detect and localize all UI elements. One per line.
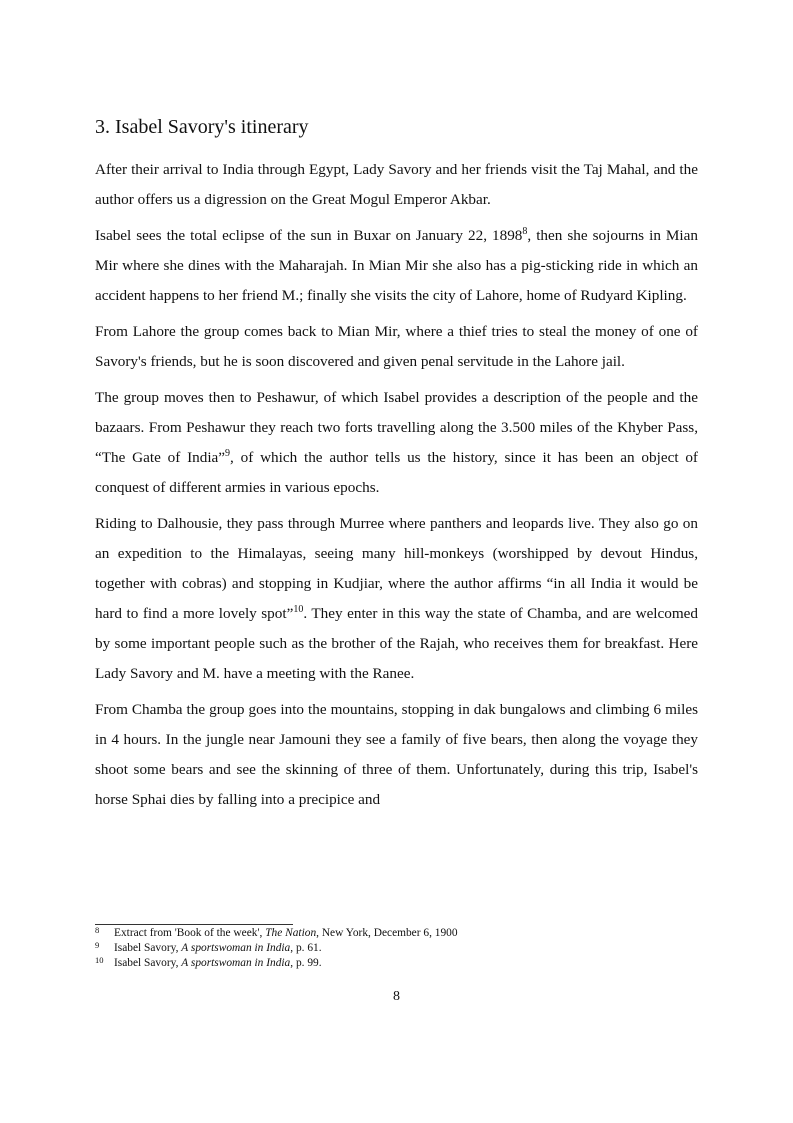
paragraph-text: Isabel sees the total eclipse of the sun in Buxar on January 22, 1898 xyxy=(95,227,523,244)
footnote-10: 10 Isabel Savory, A sportswoman in India, p. 99. xyxy=(95,954,322,969)
footnotes xyxy=(95,926,698,970)
paragraph-chamba: From Chamba the group goes into the mountains, stopping in dak bungalows and climbing 6 miles in 4 hours. In the jungle near Jamouni they see a family of five bears, then along the voyage they shoot some bears and see the skinning of three of them. Unfortunately, during this trip, Isabel's horse Sphai dies by falling into a precipice and xyxy=(95,701,698,808)
paragraph-lahore: From Lahore the group comes back to Mian Mir, where a thief tries to steal the money of one of Savory's friends, but he is soon discovered and given penal servitude in the Lahore jail. xyxy=(95,323,698,370)
section-heading: 3. Isabel Savory's itinerary xyxy=(95,116,309,138)
paragraph-arrival: After their arrival to India through Egypt, Lady Savory and her friends visit the Taj Mahal, and the author offers us a digression on the Great Mogul Emperor Akbar. xyxy=(95,161,698,208)
paragraph-text: The group moves then to Peshawur, of which Isabel provides a description of the people and the bazaars. From Peshawur they reach two forts travelling along the 3.500 miles of the Khyber Pass, “The Gate of India” xyxy=(95,389,698,466)
footnote-text: , p. 99. xyxy=(290,956,322,969)
footnote-text: , p. 61. xyxy=(290,941,322,954)
footnote-9: 9 Isabel Savory, A sportswoman in India, p. 61. xyxy=(95,939,322,954)
footnote-title: A sportswoman in India xyxy=(181,941,291,954)
paragraph-text: , then she sojourns in Mian Mir where she dines with the Maharajah. In Mian Mir she also has a pig-sticking ride in which an accident happens to her friend M.; finally she visits the city of Lahore, home of Rudyard Kipling. xyxy=(95,227,698,304)
paragraph-text: . They enter in this way the state of Chamba, and are welcomed by some important people such as the brother of the Rajah, who receives them for breakfast. Here Lady Savory and M. have a meeting with the Ranee. xyxy=(95,605,699,682)
footnote-text: Extract from 'Book of the week', xyxy=(114,927,266,939)
document-page xyxy=(95,0,698,1123)
footnote-text: Isabel Savory, xyxy=(114,956,182,969)
footnote-ref-10[interactable]: 10 xyxy=(293,604,304,615)
footnote-text: Isabel Savory, xyxy=(114,941,182,954)
footnote-8: 8 Extract from 'Book of the week', The Nation, New York, December 6, 1900 xyxy=(95,925,458,939)
paragraph-eclipse xyxy=(95,221,698,311)
footnote-ref-8[interactable]: 8 xyxy=(522,226,528,237)
paragraph-text: , of which the author tells us the history, since it has been an object of conquest of different armies in various epochs. xyxy=(95,449,698,496)
body-text xyxy=(95,155,698,821)
footnote-title: A sportswoman in India xyxy=(181,956,291,969)
footnote-ref-9[interactable]: 9 xyxy=(225,448,231,459)
footnote-text: , New York, December 6, 1900 xyxy=(316,927,458,939)
paragraph-dalhousie xyxy=(95,509,698,689)
paragraph-peshawur xyxy=(95,383,698,503)
paragraph-text: Riding to Dalhousie, they pass through Murree where panthers and leopards live. They also go on an expedition to the Himalayas, seeing many hill-monkeys (worshipped by devout Hindus, together with cobras) and stopping in Kudjiar, where the author affirms “in all India it would be hard to find a more lovely spot” xyxy=(95,515,698,622)
footnote-separator xyxy=(95,924,293,925)
footnote-title: The Nation xyxy=(265,927,317,939)
page-number: 8 xyxy=(393,989,400,1004)
